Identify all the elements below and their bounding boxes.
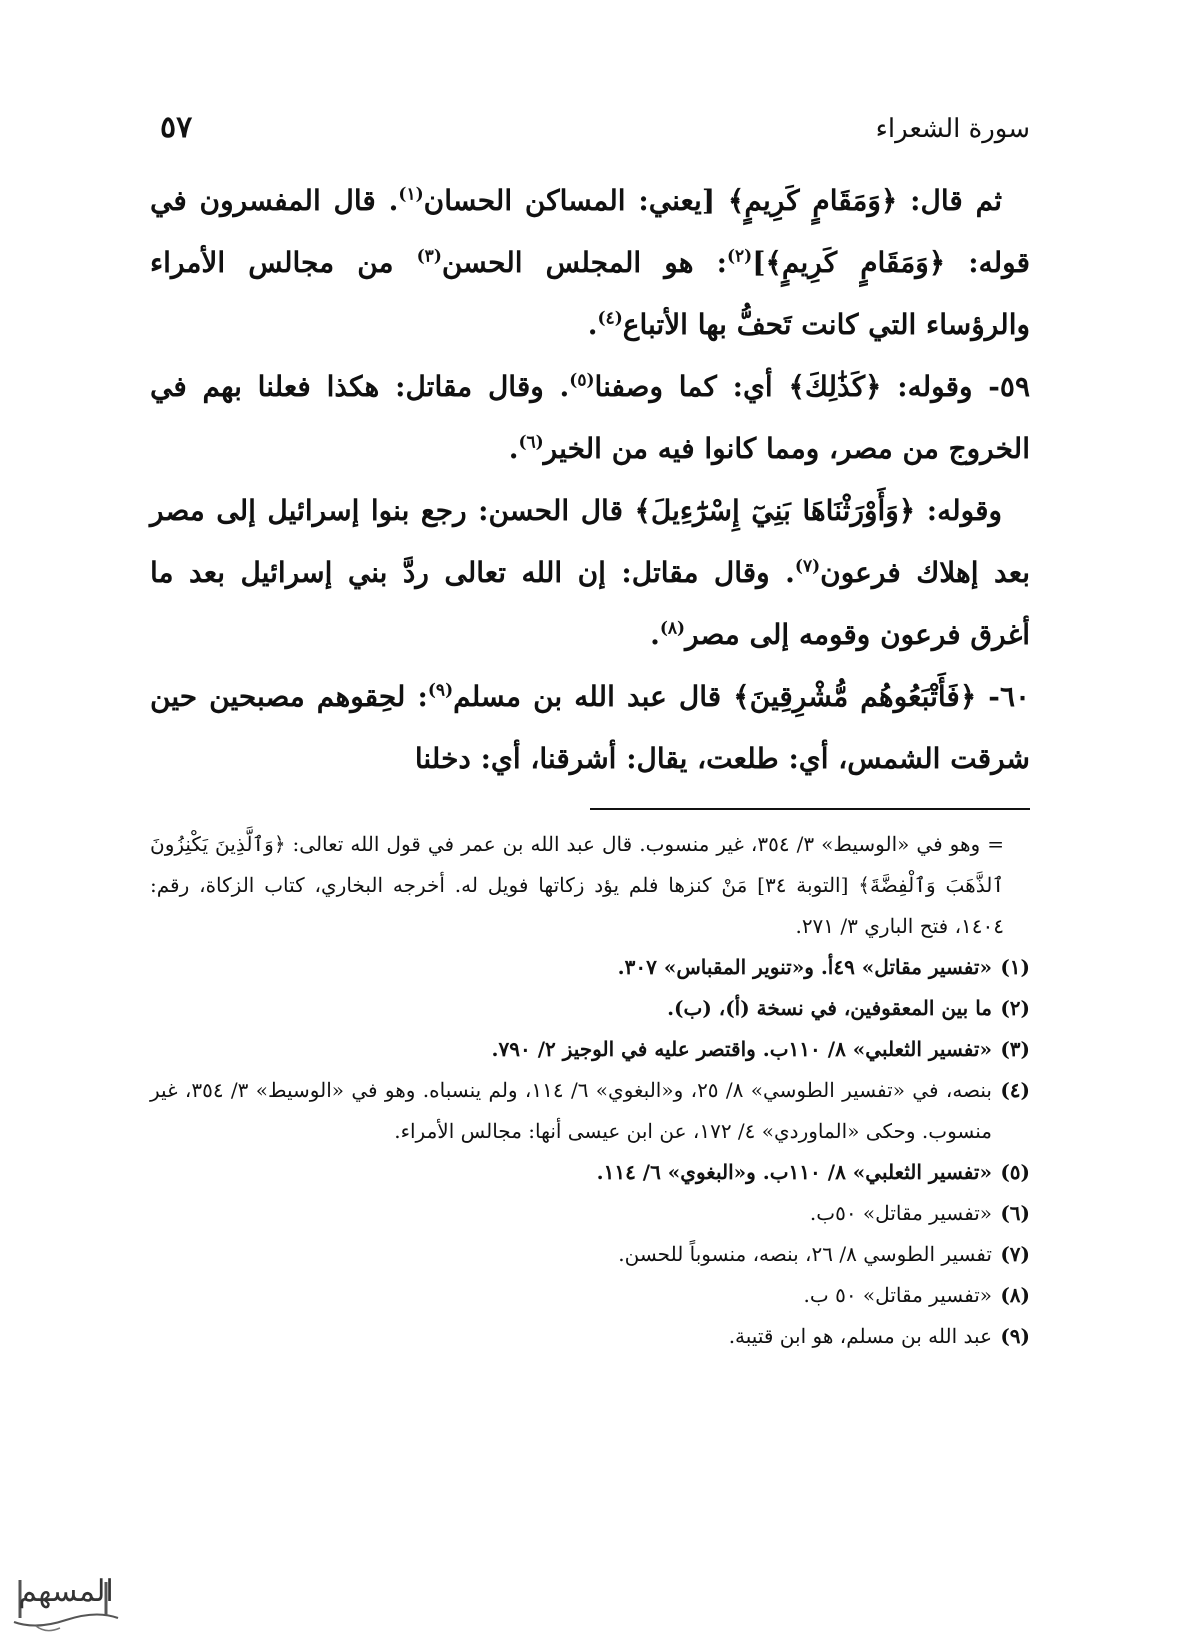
text-run: : لحِقوهم مصبحين حين شرقت الشمس، أي: طلعت، يقال: أشرقنا، أي: دخلنا (150, 680, 1030, 775)
footnote-7 (150, 1234, 1030, 1275)
text-run: . قال المفسرون في قوله: ﴿وَمَقَامٍ كَرِيمٍ﴾] (150, 184, 1030, 279)
text-run: وقوله: ﴿وَأَوْرَثْنَاهَا بَنِيٓ إِسْرَٰٓءِيلَ﴾ قال الحسن: رجع بنوا إسرائيل إلى مصر بعد إهلاك فرعون (150, 494, 1030, 589)
footnote-number: (٧) (1000, 1242, 1030, 1266)
main-text (150, 170, 1030, 790)
footnote-text: «تفسير مقاتل» ٤٩أ. و«تنوير المقباس» ٣٠٧. (617, 955, 992, 979)
paragraph-3 (150, 480, 1030, 666)
logo-text: المسهم (18, 1574, 114, 1609)
footnote-text: «تفسير الثعلبي» ٨/ ١١٠ب. و«البغوي» ٦/ ١١٤. (596, 1160, 992, 1184)
page-number: ٥٧ (160, 110, 193, 145)
footnote-number: (٩) (1000, 1324, 1030, 1348)
paragraph-2 (150, 356, 1030, 480)
footnote-ref: (١) (398, 184, 424, 205)
footnote-text: تفسير الطوسي ٨/ ٢٦، بنصه، منسوباً للحسن. (618, 1242, 992, 1266)
footnote-number: (٨) (1000, 1283, 1030, 1307)
text-run: . (508, 432, 519, 465)
paragraph-4 (150, 666, 1030, 790)
footnote-number: (٥) (1000, 1160, 1030, 1184)
footnote-text: عبد الله بن مسلم، هو ابن قتيبة. (728, 1324, 992, 1348)
footnote-ref: (٩) (427, 680, 454, 701)
footnote-6 (150, 1193, 1030, 1234)
footnote-3 (150, 1029, 1030, 1070)
verse-number: ٥٩ (999, 370, 1030, 403)
footnote-2 (150, 988, 1030, 1029)
text-run: . وقال مقاتل: إن الله تعالى ردَّ بني إسرائيل بعد ما أغرق فرعون وقومه إلى مصر (150, 556, 1030, 651)
footnote-number: (٢) (1000, 996, 1030, 1020)
footnote-1 (150, 947, 1030, 988)
verse-number: ٦٠ (999, 680, 1031, 713)
footnote-ref: (٦) (518, 432, 544, 453)
text-run: - ﴿فَأَتْبَعُوهُم مُّشْرِقِينَ﴾ قال عبد الله بن مسلم (453, 680, 1000, 713)
footnote-number: (١) (1000, 955, 1030, 979)
footnote-9 (150, 1316, 1030, 1357)
footnote-number: (٤) (1000, 1078, 1030, 1102)
footnotes (150, 824, 1030, 1357)
footnote-ref: (٤) (597, 308, 623, 329)
footnote-separator (590, 808, 1030, 810)
footnote-text: «تفسير مقاتل» ٥٠ ب. (803, 1283, 992, 1307)
text-run: من مجالس الأمراء والرؤساء التي كانت تَحفُّ بها الأتباع (150, 246, 1030, 341)
footnote-text: «تفسير مقاتل» ٥٠ب. (809, 1201, 992, 1225)
footnote-8 (150, 1275, 1030, 1316)
text-run: . (587, 308, 598, 341)
footnote-ref: (٧) (794, 556, 821, 577)
footnote-text: ما بين المعقوفين، في نسخة (أ)، (ب). (667, 996, 992, 1020)
footnote-4 (150, 1070, 1030, 1152)
footnote-ref: (٥) (569, 370, 595, 391)
footnote-number: (٣) (1000, 1037, 1030, 1061)
footnote-text: «تفسير الثعلبي» ٨/ ١١٠ب. واقتصر عليه في الوجيز ٢/ ٧٩٠. (491, 1037, 992, 1061)
text-run: : هو المجلس الحسن (441, 246, 727, 279)
footnote-ref: (٨) (659, 618, 686, 639)
footnote-ref: (٢) (726, 246, 753, 267)
calligraphy-logo (6, 1560, 126, 1640)
text-run: . وقال مقاتل: هكذا فعلنا بهم في الخروج من مصر، ومما كانوا فيه من الخير (150, 370, 1030, 465)
text-run: - وقوله: ﴿كَذَٰلِكَ﴾ أي: كما وصفنا (594, 370, 1000, 403)
text-run: ثم قال: ﴿وَمَقَامٍ كَرِيمٍ﴾ [يعني: المساكن الحسان (423, 184, 1002, 217)
text-run: . (650, 618, 660, 651)
footnote-ref: (٣) (416, 246, 442, 267)
paragraph-1 (150, 170, 1030, 356)
book-page (150, 110, 1030, 1357)
footnote-text: بنصه، في «تفسير الطوسي» ٨/ ٢٥، و«البغوي» ٦/ ١١٤، ولم ينسباه. وهو في «الوسيط» ٣/ ٣٥٤، غير منسوب. وحكى «الماوردي» ٤/ ١٧٢، عن ابن عيسى أنها: مجالس الأمراء. (150, 1078, 992, 1143)
footnote-5 (150, 1152, 1030, 1193)
footnote-continuation: = وهو في «الوسيط» ٣/ ٣٥٤، غير منسوب. قال عبد الله بن عمر في قول الله تعالى: ﴿وَٱلَّذِينَ يَكْنِزُونَ ٱلذَّهَبَ وَٱلْفِضَّةَ﴾ [التوبة ٣٤] مَنْ كنزها فلم يؤد زكاتها فويل له. أخرجه البخاري، كتاب الزكاة، رقم: ١٤٠٤، فتح الباري ٣/ ٢٧١. (150, 832, 1005, 938)
page-header (150, 110, 1030, 170)
footnote-number: (٦) (1000, 1201, 1030, 1225)
surah-title: سورة الشعراء (875, 114, 1030, 144)
